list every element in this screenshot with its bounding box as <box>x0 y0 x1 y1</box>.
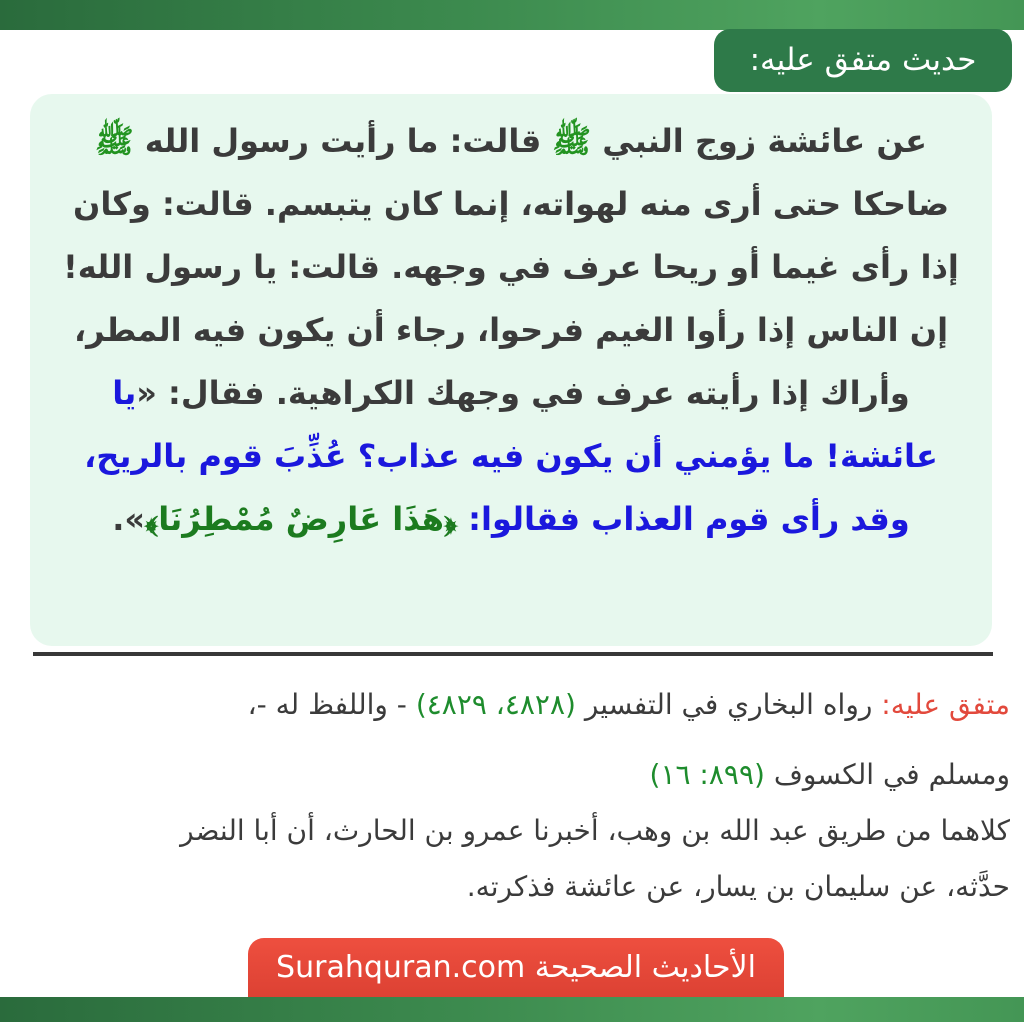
salla-allahu-alayhi-wasallam-glyph: ﷺ <box>94 122 134 160</box>
bukhari-source-text: رواه البخاري في التفسير <box>575 688 882 721</box>
salla-allahu-alayhi-wasallam-glyph: ﷺ <box>552 122 592 160</box>
muttafaq-alayh-label: متفق عليه: <box>881 688 1010 721</box>
bottom-green-bar <box>0 997 1024 1022</box>
closing-quote-mark: ». <box>112 500 146 538</box>
top-green-bar <box>0 0 1024 30</box>
quran-verse-quote: ﴿هَذَا عَارِضٌ مُمْطِرُنَا﴾ <box>145 500 458 538</box>
wording-note-text: - واللفظ له -، <box>247 688 416 721</box>
site-watermark-banner <box>248 938 784 998</box>
hadith-narration-opening: عن عائشة زوج النبي <box>591 122 928 160</box>
site-watermark-text: الأحاديث الصحيحة Surahquran.com <box>276 950 756 985</box>
takhrij-line-2 <box>20 752 1010 798</box>
hadith-narration-body: ضاحكا حتى أرى منه لهواته، إنما كان يتبسم. قالت: وكان إذا رأى غيما أو ريحا عرف في وجهه. قالت: يا رسول الله! إن الناس إذا رأوا الغيم فرحوا، رجاء أن يكون فيه المطر، وأراك إذا رأيته عرف في وجهك الكراهية. فقال: « <box>51 122 959 412</box>
takhrij-line-1 <box>20 682 1010 728</box>
isnad-chain-text-1: كلاهما من طريق عبد الله بن وهب، أخبرنا عمرو بن الحارث، أن أبا النضر <box>180 814 1010 847</box>
muslim-source-text: ومسلم في الكسوف <box>764 758 1010 791</box>
hadith-type-badge-text: حديث متفق عليه: <box>749 42 977 78</box>
hadith-text <box>51 110 966 551</box>
hadith-text-card <box>30 94 992 646</box>
prophet-saying-highlight: يا عائشة! ما يؤمني أن يكون فيه عذاب؟ عُذِّبَ قوم بالريح، وقد رأى قوم العذاب فقالوا: <box>72 374 938 538</box>
section-divider-line <box>33 652 993 656</box>
muslim-reference-numbers: (٨٩٩: ١٦) <box>649 758 765 791</box>
bukhari-reference-numbers: (٤٨٢٨، ٤٨٢٩) <box>415 688 576 721</box>
takhrij-line-4 <box>20 864 1010 910</box>
takhrij-line-3 <box>20 808 1010 854</box>
isnad-chain-text-2: حدَّثه، عن سليمان بن يسار، عن عائشة فذكرته. <box>466 870 1010 903</box>
hadith-type-badge <box>714 29 1012 92</box>
hadith-narration-middle: قالت: ما رأيت رسول الله <box>133 122 553 160</box>
